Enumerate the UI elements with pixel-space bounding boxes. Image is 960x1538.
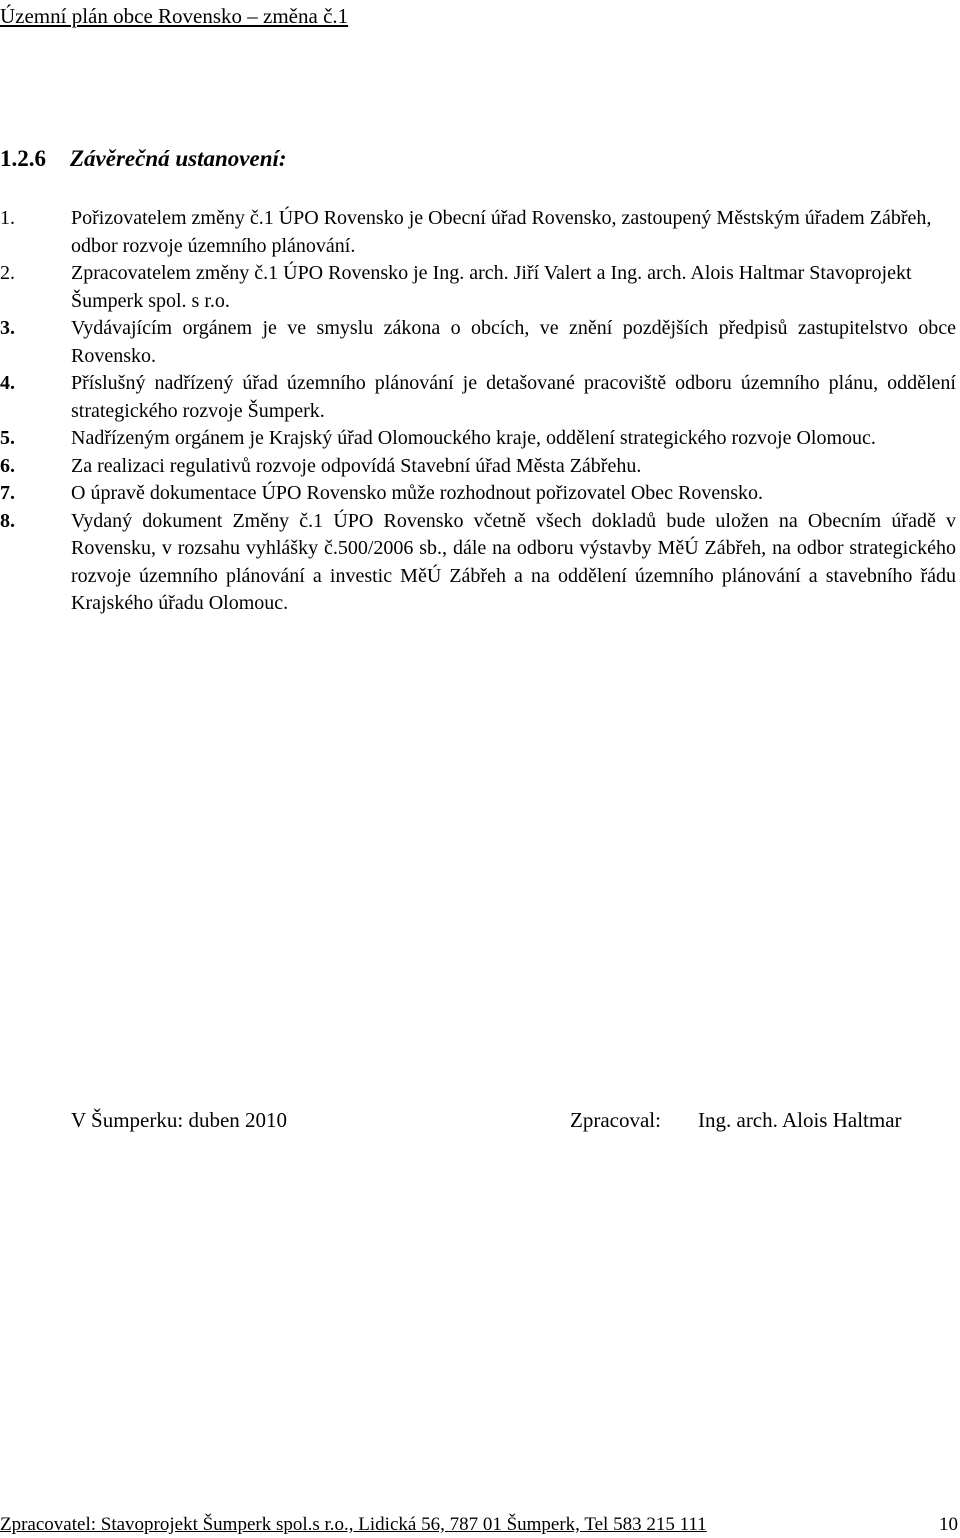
page-header-title: Územní plán obce Rovensko – změna č.1 [0,4,349,28]
item-number: 6. [0,454,15,477]
item-number: 3. [0,317,15,339]
page-number: 10 [939,1514,958,1535]
item-text: Vydaný dokument Změny č.1 ÚPO Rovensko včetně všech dokladů bude uložen na Obecním úřadě v Rovensku, v rozsahu vyhlášky č.500/2006 sb., dále na odboru výstavby MěÚ Zábřeh, na odbor strategického rozvoje územního plánování a investic MěÚ Zábřeh a na oddělení územního plánování a stavebního řádu Krajského úřadu Olomouc. [71,509,956,614]
item-text: Zpracovatelem změny č.1 ÚPO Rovensko je Ing. arch. Jiří Valert a Ing. arch. Alois Haltmar Stavoprojekt Šumperk spol. s r.o. [71,262,912,312]
item-text: Příslušný nadřízený úřad územního plánování je detašované pracoviště odboru územního plánu, oddělení strategického rozvoje Šumperk. [71,372,956,422]
item-number: 2. [0,262,15,284]
list-item [0,370,956,425]
signature-place-date: V Šumperku: duben 2010 [71,1108,288,1132]
signature-name: Ing. arch. Alois Haltmar [698,1108,902,1132]
footer-contact: Zpracovatel: Stavoprojekt Šumperk spol.s r.o., Lidická 56, 787 01 Šumperk, Tel 583 215 111 [0,1514,707,1535]
item-text: O úpravě dokumentace ÚPO Rovensko může rozhodnout pořizovatel Obec Rovensko. [71,482,764,504]
list-item [0,425,956,453]
section-heading [0,146,287,172]
item-text: Pořizovatelem změny č.1 ÚPO Rovensko je Obecní úřad Rovensko, zastoupený Městským úřadem Zábřeh, odbor rozvoje územního plánování. [71,207,932,257]
list-item [0,205,956,260]
item-text: Vydávajícím orgánem je ve smyslu zákona o obcích, ve znění pozdějších předpisů zastupitelstvo obce Rovensko. [71,317,956,367]
list-item [0,260,956,315]
item-number: 4. [0,372,15,394]
item-text: Nadřízeným orgánem je Krajský úřad Olomouckého kraje, oddělení strategického rozvoje Olomouc. [71,427,876,449]
list-item [0,453,956,481]
section-title-text: Závěrečná ustanovení: [70,146,287,171]
item-number: 5. [0,427,15,449]
provisions-list [0,205,956,618]
list-item [0,315,956,370]
list-item [0,480,956,508]
section-number: 1.2.6 [0,146,46,171]
list-item [0,508,956,618]
item-number: 1. [0,207,15,229]
item-number: 7. [0,482,15,504]
item-number: 8. [0,509,15,532]
signature-label: Zpracoval: [570,1108,661,1132]
item-text: Za realizaci regulativů rozvoje odpovídá Stavební úřad Města Zábřehu. [71,454,642,477]
page-footer [0,1512,960,1538]
